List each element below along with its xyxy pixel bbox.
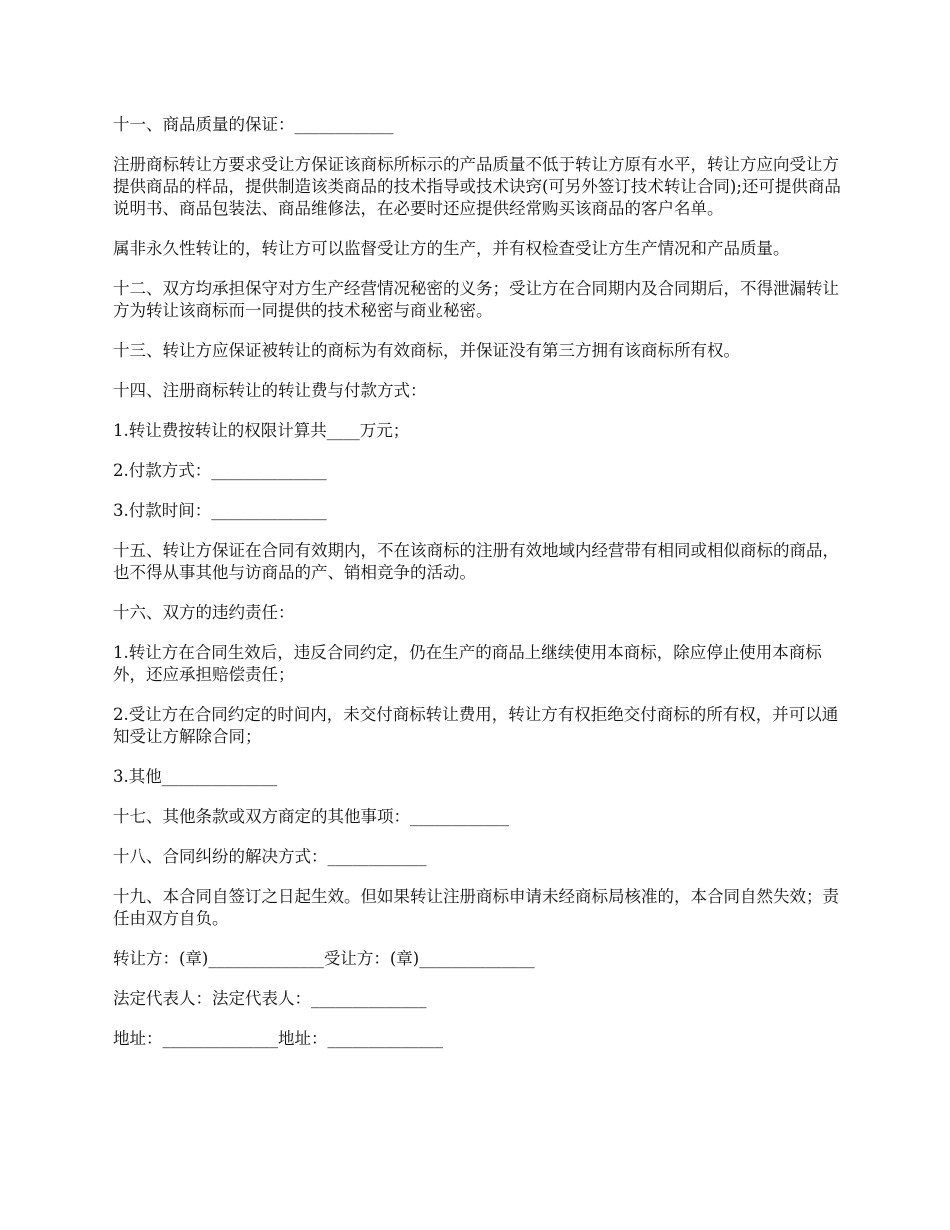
signature-representatives: 法定代表人：法定代表人：______________ (113, 989, 427, 1008)
clause-16-item-3: 3.其他______________ (113, 767, 278, 786)
clause-19-effectiveness: 十九、本合同自签订之日起生效。但如果转让注册商标申请未经商标局核准的，本合同自然失效；责任由双方自负。 (113, 887, 839, 928)
clause-14-payment-time: 3.付款时间：______________ (113, 501, 327, 520)
clause-16-item-2: 2.受让方在合同约定的时间内，未交付商标转让费用，转让方有权拒绝交付商标的所有权，并可以通知受让方解除合同； (113, 705, 839, 746)
clause-15-non-compete: 十五、转让方保证在合同有效期内，不在该商标的注册有效地域内经营带有相同或相似商标的商品，也不得从事其他与访商品的产、销相竞争的活动。 (113, 541, 839, 582)
signature-addresses: 地址：______________地址：______________ (113, 1029, 443, 1048)
clause-16-title: 十六、双方的违约责任： (113, 603, 295, 622)
clause-11-supervision-text: 属非永久性转让的，转让方可以监督受让方的生产，并有权检查受让方生产情况和产品质量。 (113, 239, 790, 258)
clause-17-other-terms: 十七、其他条款或双方商定的其他事项：____________ (113, 807, 509, 826)
signature-parties: 转让方：(章)______________受让方：(章)______________ (113, 949, 535, 968)
clause-13-valid-trademark: 十三、转让方应保证被转让的商标为有效商标，并保证没有第三方拥有该商标所有权。 (113, 341, 740, 360)
clause-11-quality-text: 注册商标转让方要求受让方保证该商标所标示的产品质量不低于转让方原有水平，转让方应向受让方提供商品的样品，提供制造该类商品的技术指导或技术诀窍(可另外签订技术转让合同);还可提供商品说明书、商品包装法、商品维修法，在必要时还应提供经常购买该商品的客户名单。 (113, 155, 841, 218)
document-body (113, 114, 843, 1068)
clause-14-payment-method: 2.付款方式：______________ (113, 461, 327, 480)
clause-14-title: 十四、注册商标转让的转让费与付款方式： (113, 381, 427, 400)
clause-12-confidentiality: 十二、双方均承担保守对方生产经营情况秘密的义务；受让方在合同期内及合同期后，不得泄漏转让方为转让该商标而一同提供的技术秘密与商业秘密。 (113, 279, 839, 320)
clause-18-dispute-resolution: 十八、合同纠纷的解决方式：____________ (113, 847, 427, 866)
clause-14-fee: 1.转让费按转让的权限计算共____万元； (113, 421, 410, 440)
clause-11-title: 十一、商品质量的保证：____________ (113, 115, 394, 134)
clause-16-item-1: 1.转让方在合同生效后，违反合同约定，仍在生产的商品上继续使用本商标，除应停止使用本商标外，还应承担赔偿责任； (113, 643, 822, 684)
